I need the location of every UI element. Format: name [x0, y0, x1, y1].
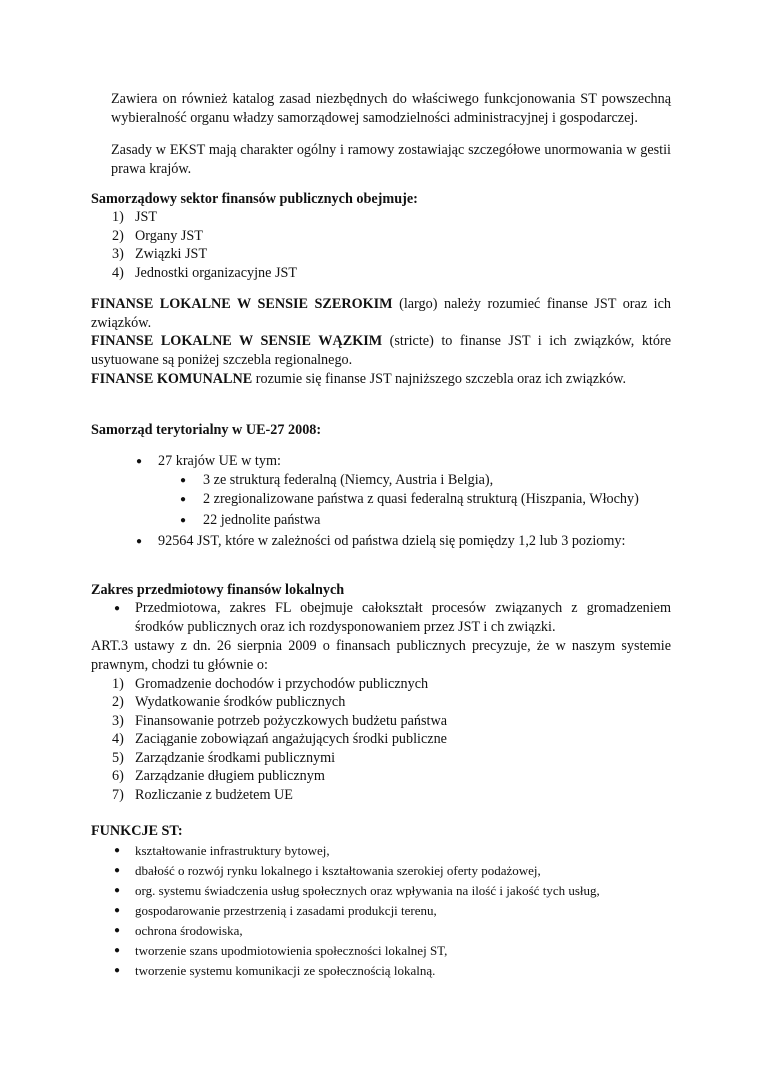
bullet-icon: ●	[114, 905, 121, 916]
item-text: Gromadzenie dochodów i przychodów publicznych	[135, 676, 429, 692]
item-text: Związki JST	[135, 246, 208, 262]
item-text: 92564 JST, które w zależności od państwa dzielą się pomiędzy 1,2 lub 3 poziomy:	[158, 533, 626, 549]
item-text: Zarządzanie środkami publicznymi	[135, 750, 336, 766]
bullet-icon: ●	[180, 515, 187, 526]
bullet-icon: ●	[114, 603, 121, 614]
ue-heading: Samorząd terytorialny w UE-27 2008:	[91, 422, 322, 438]
item-text: 22 jednolite państwa	[203, 512, 321, 528]
item-number: 2)	[112, 228, 124, 244]
finanse-waskim-term: FINANSE LOKALNE W SENSIE WĄZKIM	[91, 333, 383, 349]
item-number: 3)	[112, 246, 124, 262]
finanse-komunalne-term: FINANSE KOMUNALNE	[91, 371, 253, 387]
finanse-szerokim	[91, 295, 671, 333]
bullet-icon: ●	[180, 475, 187, 486]
item-number: 1)	[112, 676, 124, 692]
funkcje-heading: FUNKCJE ST:	[91, 823, 183, 839]
finanse-waskim	[91, 332, 671, 370]
bullet-icon: ●	[114, 885, 121, 896]
zakres-heading: Zakres przedmiotowy finansów lokalnych	[91, 582, 345, 598]
item-text: dbałość o rozwój rynku lokalnego i kształtowania szerokiej oferty podażowej,	[135, 863, 541, 878]
bullet-icon: ●	[180, 494, 187, 505]
item-text: Przedmiotowa, zakres FL obejmuje całokształt procesów związanych z gromadzeniem środków publicznych oraz ich rozdysponowaniem przez JST i ch związki.	[135, 600, 671, 635]
bullet-icon: ●	[114, 945, 121, 956]
finanse-komunalne-def: rozumie się finanse JST najniższego szczebla oraz ich związków.	[252, 371, 627, 387]
item-text: tworzenie szans upodmiotowienia społeczności lokalnej ST,	[135, 943, 448, 958]
item-text: Jednostki organizacyjne JST	[135, 265, 298, 281]
item-number: 3)	[112, 713, 124, 729]
item-text: org. systemu świadczenia usług społecznych oraz wpływania na ilość i jakość tych usług,	[135, 883, 600, 898]
zakres-art: ART.3 ustawy z dn. 26 sierpnia 2009 o finansach publicznych precyzuje, że w naszym systemie prawnym, chodzi tu głównie o:	[91, 638, 671, 673]
item-number: 4)	[112, 731, 124, 747]
finanse-szerokim-term: FINANSE LOKALNE W SENSIE SZEROKIM	[91, 296, 393, 312]
item-number: 1)	[112, 209, 124, 225]
item-text: gospodarowanie przestrzenią i zasadami produkcji terenu,	[135, 903, 437, 918]
item-number: 5)	[112, 750, 124, 766]
bullet-icon: ●	[136, 456, 143, 467]
item-text: 3 ze strukturą federalną (Niemcy, Austria i Belgia),	[203, 472, 494, 488]
intro-paragraph-1: Zawiera on również katalog zasad niezbędnych do właściwego funkcjonowania ST powszechną wybieralność organu władzy samorządowej samodzielności administracyjnej i gospodarczej.	[111, 91, 671, 126]
item-text: Zaciąganie zobowiązań angażujących środki publiczne	[135, 731, 447, 747]
finanse-komunalne	[91, 370, 671, 389]
item-text: Wydatkowanie środków publicznych	[135, 694, 346, 710]
item-text: 2 zregionalizowane państwa z quasi federalną strukturą (Hiszpania, Włochy)	[203, 491, 639, 507]
item-text: ochrona środowiska,	[135, 923, 243, 938]
item-text: Zarządzanie długiem publicznym	[135, 768, 325, 784]
bullet-icon: ●	[114, 865, 121, 876]
item-number: 6)	[112, 768, 124, 784]
bullet-icon: ●	[114, 965, 121, 976]
item-text: Organy JST	[135, 228, 203, 244]
item-number: 2)	[112, 694, 124, 710]
bullet-icon: ●	[114, 845, 121, 856]
bullet-icon: ●	[136, 536, 143, 547]
sektor-heading: Samorządowy sektor finansów publicznych obejmuje:	[91, 191, 418, 207]
item-text: JST	[135, 209, 158, 225]
item-number: 4)	[112, 265, 124, 281]
item-number: 7)	[112, 787, 124, 803]
item-text: Rozliczanie z budżetem UE	[135, 787, 293, 803]
item-text: 27 krajów UE w tym:	[158, 453, 281, 469]
intro-paragraph-2: Zasady w EKST mają charakter ogólny i ramowy zostawiając szczegółowe unormowania w gestii prawa krajów.	[111, 142, 671, 177]
finanse-szerokim-def: (largo) należy rozumieć finanse JST oraz ich związków.	[91, 296, 671, 331]
item-text: kształtowanie infrastruktury bytowej,	[135, 843, 330, 858]
item-text: tworzenie systemu komunikacji ze społecznością lokalną.	[135, 963, 436, 978]
finanse-waskim-def: (stricte) to finanse JST i ich związków, które usytuowane są poniżej szczebla regionalnego.	[91, 333, 671, 368]
item-text: Finansowanie potrzeb pożyczkowych budżetu państwa	[135, 713, 448, 729]
bullet-icon: ●	[114, 925, 121, 936]
